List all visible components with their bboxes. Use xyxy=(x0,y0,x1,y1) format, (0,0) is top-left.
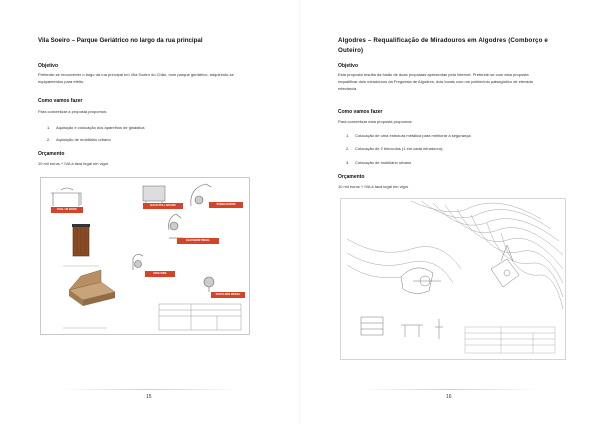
equipment-label: DISK SIDE xyxy=(145,271,175,277)
topographic-plan-drawing xyxy=(341,199,565,359)
site-plan-figure xyxy=(340,198,566,360)
objective-heading: Objetivo xyxy=(338,63,359,69)
how-intro: Para concretizar esta proposta propomos: xyxy=(338,119,413,124)
budget-text: 10 mil euros + IVA à taxa legal em vigor xyxy=(38,161,109,166)
bench-icon xyxy=(69,270,115,306)
budget-heading: Orçamento xyxy=(338,174,365,180)
equipment-label: PULL UP BOOK xyxy=(51,207,83,213)
list-item: 2. Aquisição de mobiliário urbano xyxy=(47,137,111,142)
list-item: 1. Colocação de uma estrutura metálica para melhorar a segurança; xyxy=(346,133,472,138)
list-item: 3. Colocação de mobiliário urbano xyxy=(346,160,412,165)
equipment-label: SHOULDER WHEEL xyxy=(211,292,245,298)
footer-rule xyxy=(60,389,240,390)
equipment-label: BACK PULL BOARD xyxy=(143,203,183,209)
trash-bin-icon xyxy=(72,224,90,256)
objective-text: Esta proposta resulta da fusão de duas propostas apresentas pela Internet. Pretende-se com esta proposta requalificar dois miradouros da Freguesia de Algodres, dois locais com um património paisagístico de elevada relevância. xyxy=(338,72,533,92)
page-number: 16 xyxy=(446,394,452,400)
footer-rule xyxy=(360,389,540,390)
how-heading: Como vamos fazer xyxy=(338,109,383,115)
how-heading: Como vamos fazer xyxy=(38,98,83,104)
equipment-label: STABILIZADOR xyxy=(209,202,243,208)
list-item: 1. Aquisição e colocação dos aparelhos de ginástica xyxy=(47,125,145,130)
equipment-plan-figure xyxy=(40,177,250,335)
how-intro: Para concretizar a proposta propomos: xyxy=(38,109,108,114)
budget-text: 10 mil euros + IVA à taxa legal em vigor xyxy=(338,184,409,189)
budget-heading: Orçamento xyxy=(38,151,65,157)
page-title: Algodres – Requalificação de Miradouros em Algodres (Comborço e Outeiro) xyxy=(338,37,549,54)
list-item: 2. Colocação de 2 binóculos (1 em cada miradouro); xyxy=(346,146,444,151)
page-16 xyxy=(300,0,600,424)
page-number: 15 xyxy=(146,394,152,400)
page-title: Vila Soeiro – Parque Geriátrico no largo da rua principal xyxy=(38,37,203,44)
objective-text: Pretende-se reconverter o largo da rua principal em Vila Soeiro do Chão, num parque geriátrico, adquirindo-se equipamentos para efeito. xyxy=(38,72,234,85)
objective-heading: Objetivo xyxy=(38,63,59,69)
equipment-label: ELEVADOR PEDAL xyxy=(177,238,219,244)
